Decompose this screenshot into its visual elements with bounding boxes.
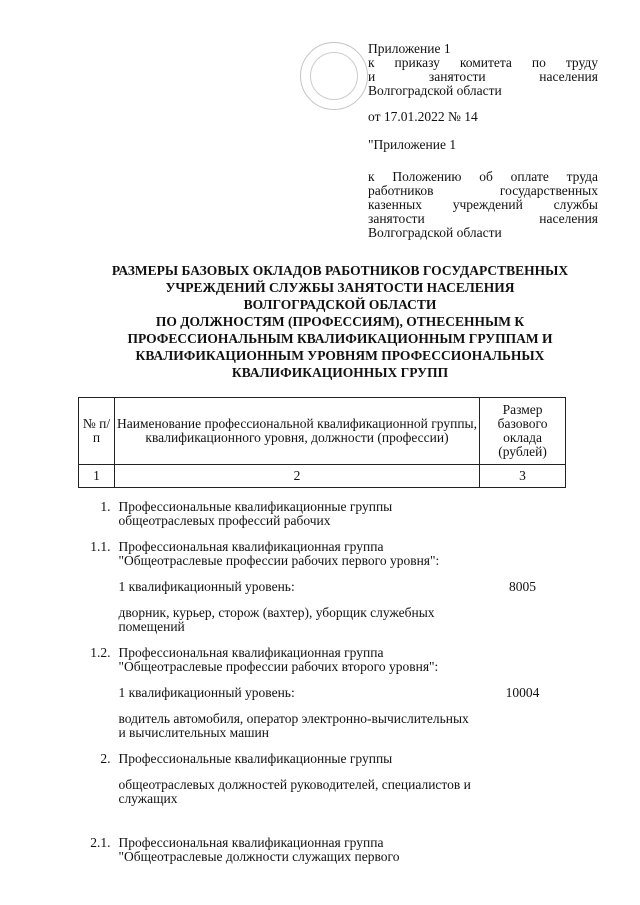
row-value xyxy=(480,604,566,634)
row-text: дворник, курьер, сторож (вахтер), уборщик служебных помещений xyxy=(118,604,435,634)
table-row xyxy=(79,644,566,674)
column-header-number: № п/п xyxy=(79,398,115,465)
row-value: 10004 xyxy=(505,684,540,700)
title-line: ПО ДОЛЖНОСТЯМ (ПРОФЕССИЯМ), ОТНЕСЕННЫМ К xyxy=(155,314,525,329)
table-row xyxy=(79,578,566,594)
appendix-label-2: "Приложение 1 xyxy=(368,137,457,152)
document-header xyxy=(368,42,598,240)
row-number: 1. xyxy=(100,498,111,514)
table-row xyxy=(79,710,566,740)
salary-table xyxy=(78,397,566,864)
title-line: КВАЛИФИКАЦИОННЫМ УРОВНЯМ ПРОФЕССИОНАЛЬНЫХ xyxy=(135,348,545,363)
order-reference-line: к приказу комитета по труду xyxy=(368,55,598,70)
row-text: 1 квалификационный уровень: xyxy=(118,578,295,594)
row-value xyxy=(480,498,566,528)
row-text: Профессиональная квалификационная группа "Общеотраслевые профессии рабочих второго уровня": xyxy=(118,644,439,674)
order-date: от 17.01.2022 № 14 xyxy=(368,109,478,124)
row-value xyxy=(480,538,566,568)
row-number xyxy=(79,604,115,634)
row-text: Профессиональные квалификационные группы xyxy=(118,750,393,766)
column-header-salary: Размер базового оклада (рублей) xyxy=(480,398,566,465)
table-row xyxy=(79,834,566,864)
table-row xyxy=(79,750,566,766)
table-row xyxy=(79,538,566,568)
table-row xyxy=(79,684,566,700)
regulation-reference-line: казенных учреждений службы xyxy=(368,197,598,212)
row-text: общеотраслевых должностей руководителей, специалистов и служащих xyxy=(118,776,471,806)
table-row xyxy=(79,498,566,528)
title-line: РАЗМЕРЫ БАЗОВЫХ ОКЛАДОВ РАБОТНИКОВ ГОСУДАРСТВЕННЫХ xyxy=(111,263,569,278)
title-line: КВАЛИФИКАЦИОННЫХ ГРУПП xyxy=(231,365,449,380)
column-header-name: Наименование профессиональной квалификационной группы, квалификационного уровня, должности (профессии) xyxy=(114,398,479,465)
row-text: Профессиональные квалификационные группы общеотраслевых профессий рабочих xyxy=(118,498,393,528)
table-row xyxy=(79,604,566,634)
regulation-reference-line: занятости населения xyxy=(368,211,598,226)
row-text: Профессиональная квалификационная группа "Общеотраслевые профессии рабочих первого уровня": xyxy=(118,538,440,568)
appendix-label: Приложение 1 xyxy=(368,41,451,56)
row-text: Профессиональная квалификационная группа "Общеотраслевые должности служащих первого xyxy=(118,834,400,864)
title-line: ВОЛГОГРАДСКОЙ ОБЛАСТИ xyxy=(243,297,437,312)
row-number: 1.1. xyxy=(90,538,111,554)
order-reference-line: Волгоградской области xyxy=(368,83,502,98)
row-value xyxy=(480,644,566,674)
row-value xyxy=(480,750,566,766)
column-number: 3 xyxy=(480,465,566,488)
document-title xyxy=(60,262,620,381)
title-line: УЧРЕЖДЕНИЙ СЛУЖБЫ ЗАНЯТОСТИ НАСЕЛЕНИЯ xyxy=(165,280,515,295)
regulation-reference-line: к Положению об оплате труда xyxy=(368,169,598,184)
row-value: 8005 xyxy=(509,578,537,594)
column-number-row xyxy=(79,465,566,488)
row-value xyxy=(480,834,566,864)
official-stamp xyxy=(300,42,368,110)
row-number xyxy=(79,776,115,806)
regulation-reference-line: работников государственных xyxy=(368,183,598,198)
row-number: 2. xyxy=(100,750,111,766)
column-number: 2 xyxy=(114,465,479,488)
row-number xyxy=(79,578,115,594)
row-number xyxy=(79,710,115,740)
regulation-reference-line: Волгоградской области xyxy=(368,225,502,240)
table-row xyxy=(79,776,566,806)
row-text: водитель автомобиля, оператор электронно-вычислительных и вычислительных машин xyxy=(118,710,469,740)
title-line: ПРОФЕССИОНАЛЬНЫМ КВАЛИФИКАЦИОННЫМ ГРУППАМ И xyxy=(127,331,553,346)
row-number xyxy=(79,684,115,700)
table-header-row xyxy=(79,398,566,465)
row-number: 2.1. xyxy=(90,834,111,850)
row-value xyxy=(480,710,566,740)
row-number: 1.2. xyxy=(90,644,111,660)
order-reference-line: и занятости населения xyxy=(368,69,598,84)
row-value xyxy=(480,776,566,806)
row-text: 1 квалификационный уровень: xyxy=(118,684,295,700)
column-number: 1 xyxy=(79,465,115,488)
